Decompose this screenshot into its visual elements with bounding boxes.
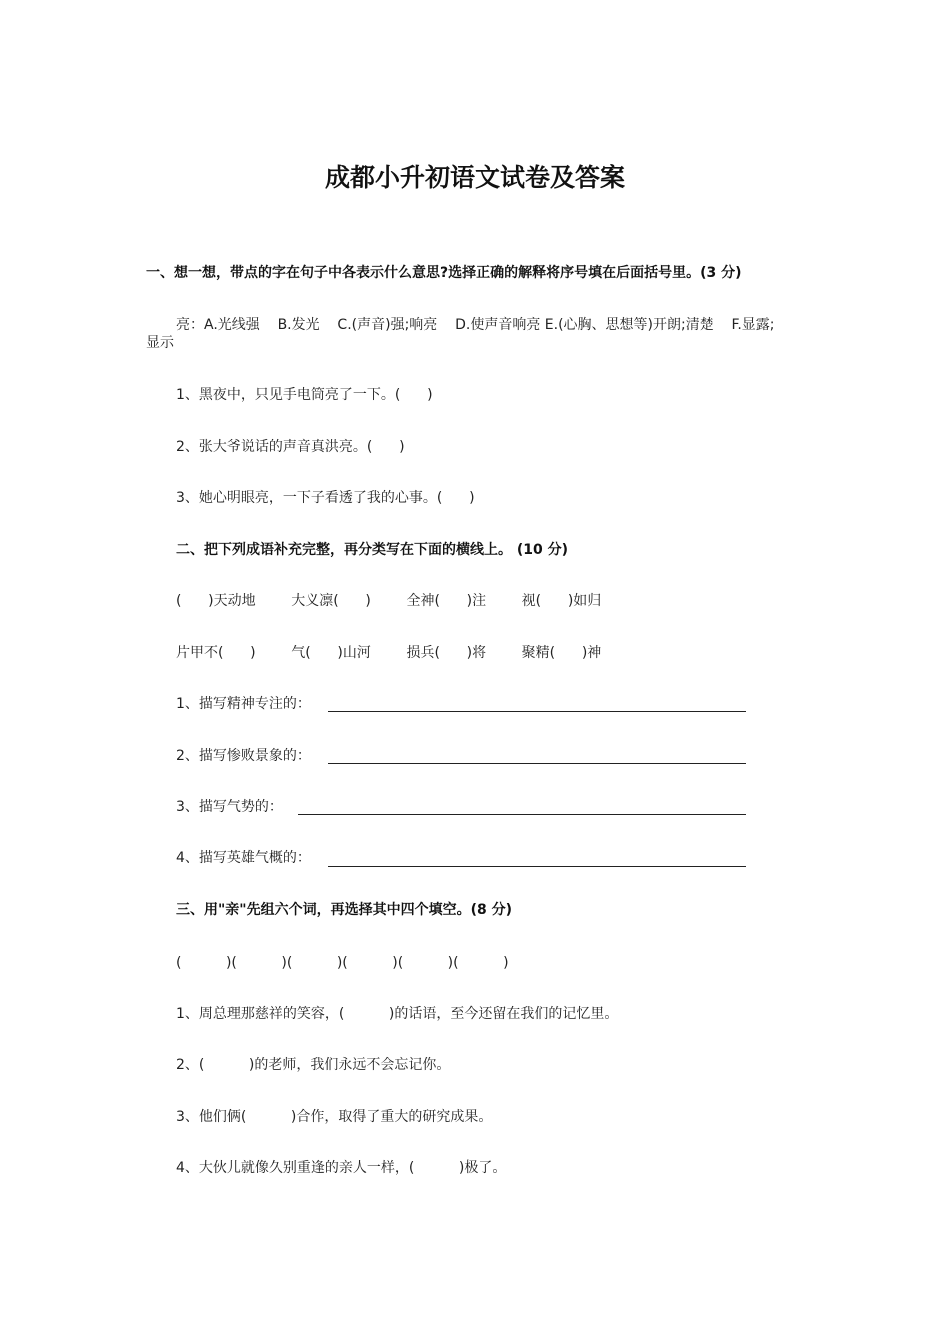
section-1-options: 亮：A.光线强 B.发光 C.(声音)强;响亮 D.使声音响亮 E.(心胸、思想等)开朗;清楚 F.显露; <box>176 317 775 333</box>
section-1-question-2: 2、张大爷说话的声音真洪亮。( ) <box>176 439 405 455</box>
section-2-question-2: 2、描写惨败景象的： <box>176 748 311 764</box>
section-3-heading: 三、用"亲"先组六个词，再选择其中四个填空。(8 分) <box>176 902 512 918</box>
section-2-idioms-row-1: ( )天动地 大义凛( ) 全神( )注 视( )如归 <box>176 593 602 609</box>
section-1-question-1: 1、黑夜中，只见手电筒亮了一下。( ) <box>176 387 433 403</box>
section-2-idioms-row-2: 片甲不( ) 气( )山河 损兵( )将 聚精( )神 <box>176 645 602 661</box>
answer-line-3[interactable] <box>298 814 746 815</box>
section-1-options-continued: 显示 <box>146 335 174 351</box>
section-3-question-4: 4、大伙儿就像久别重逢的亲人一样，( )极了。 <box>176 1160 507 1176</box>
section-3-question-2: 2、( )的老师，我们永远不会忘记你。 <box>176 1057 451 1073</box>
section-1-question-3: 3、她心明眼亮，一下子看透了我的心事。( ) <box>176 490 475 506</box>
section-3-word-blanks: ( )( )( )( )( )( ) <box>176 955 509 971</box>
section-3-question-1: 1、周总理那慈祥的笑容，( )的话语，至今还留在我们的记忆里。 <box>176 1006 619 1022</box>
section-2-question-3: 3、描写气势的： <box>176 799 283 815</box>
answer-line-1[interactable] <box>328 711 746 712</box>
section-2-question-4: 4、描写英雄气概的： <box>176 850 311 866</box>
section-1-heading: 一、想一想，带点的字在句子中各表示什么意思?选择正确的解释将序号填在后面括号里。(3 分) <box>146 265 742 281</box>
page-title: 成都小升初语文试卷及答案 <box>324 163 625 192</box>
answer-line-2[interactable] <box>328 763 746 764</box>
section-2-heading: 二、把下列成语补充完整，再分类写在下面的横线上。 (10 分) <box>176 542 569 558</box>
section-2-question-1: 1、描写精神专注的： <box>176 696 311 712</box>
answer-line-4[interactable] <box>328 866 746 867</box>
section-3-question-3: 3、他们俩( )合作，取得了重大的研究成果。 <box>176 1109 493 1125</box>
